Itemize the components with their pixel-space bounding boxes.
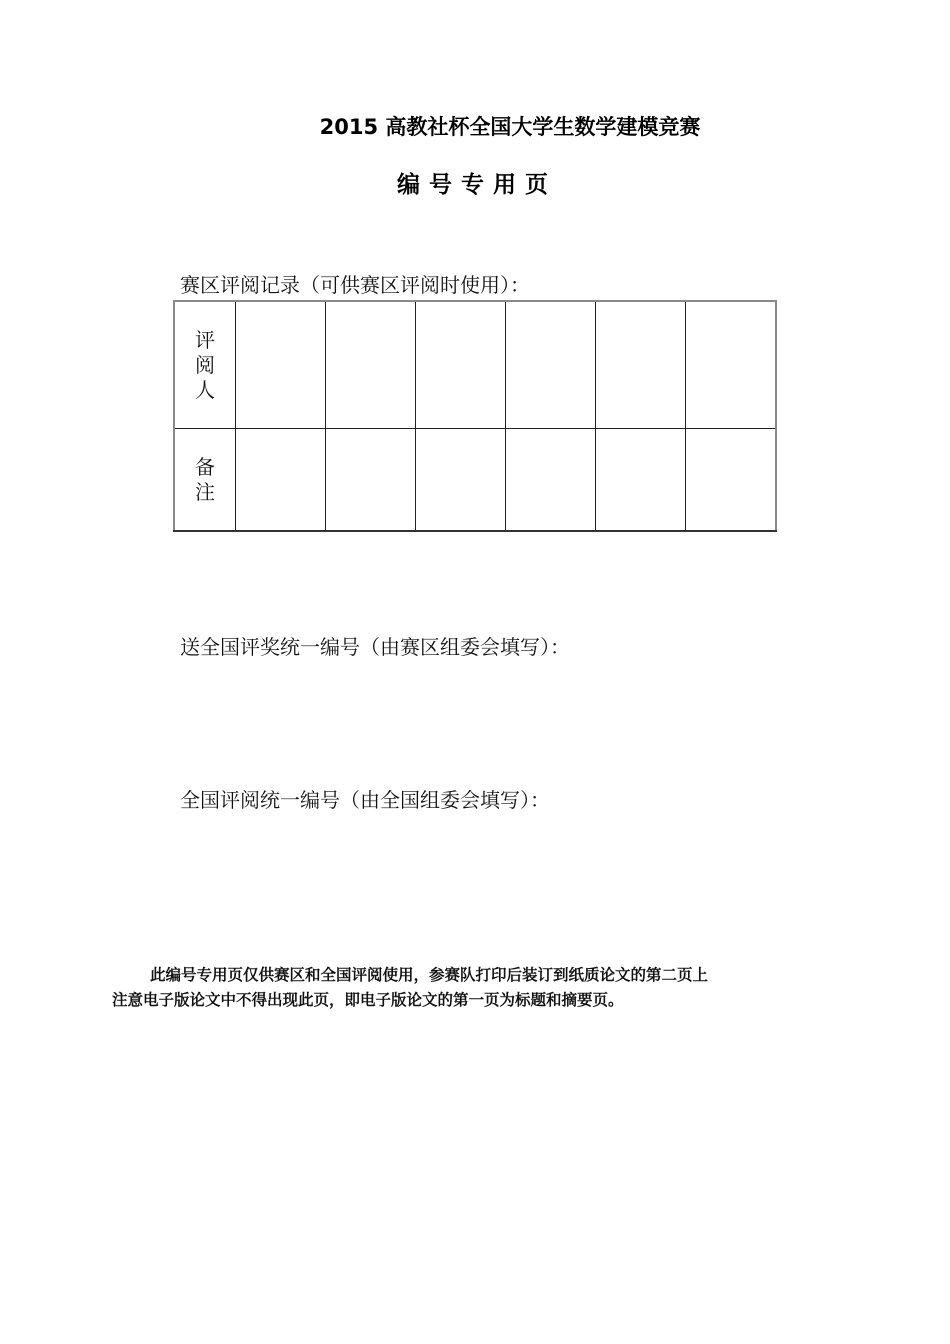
- reviewer-label: 评阅人: [195, 327, 215, 402]
- competition-title: 2015 高教社杯全国大学生数学建模竞赛: [319, 115, 701, 139]
- table-row-reviewer: [174, 301, 776, 429]
- notice-line-2: 注意电子版论文中不得出现此页，即电子版论文的第一页为标题和摘要页。: [112, 990, 624, 1009]
- usage-notice: [112, 962, 852, 1012]
- reviewer-cell-2[interactable]: [326, 301, 416, 429]
- reviewer-cell-3[interactable]: [416, 301, 506, 429]
- national-review-number-label: 全国评阅统一编号（由全国组委会填写）：: [180, 788, 550, 812]
- notes-cell-2[interactable]: [326, 429, 416, 532]
- review-record-label: 赛区评阅记录（可供赛区评阅时使用）：: [180, 273, 530, 297]
- notes-label: 备注: [195, 454, 215, 504]
- notes-cell-6[interactable]: [686, 429, 777, 532]
- review-record-table: [173, 300, 777, 532]
- reviewer-cell-4[interactable]: [506, 301, 596, 429]
- reviewer-cell-6[interactable]: [686, 301, 777, 429]
- notice-line-1: 此编号专用页仅供赛区和全国评阅使用，参赛队打印后装订到纸质论文的第二页上: [150, 965, 709, 984]
- reviewer-cell-1[interactable]: [236, 301, 326, 429]
- national-award-number-label: 送全国评奖统一编号（由赛区组委会填写）：: [180, 635, 570, 659]
- table-row-notes: [174, 429, 776, 532]
- row-header-notes: [174, 429, 236, 532]
- notes-cell-4[interactable]: [506, 429, 596, 532]
- notes-cell-5[interactable]: [596, 429, 686, 532]
- page-subtitle: 编号专用页: [397, 172, 557, 198]
- notes-cell-1[interactable]: [236, 429, 326, 532]
- row-header-reviewer: [174, 301, 236, 429]
- notes-cell-3[interactable]: [416, 429, 506, 532]
- reviewer-cell-5[interactable]: [596, 301, 686, 429]
